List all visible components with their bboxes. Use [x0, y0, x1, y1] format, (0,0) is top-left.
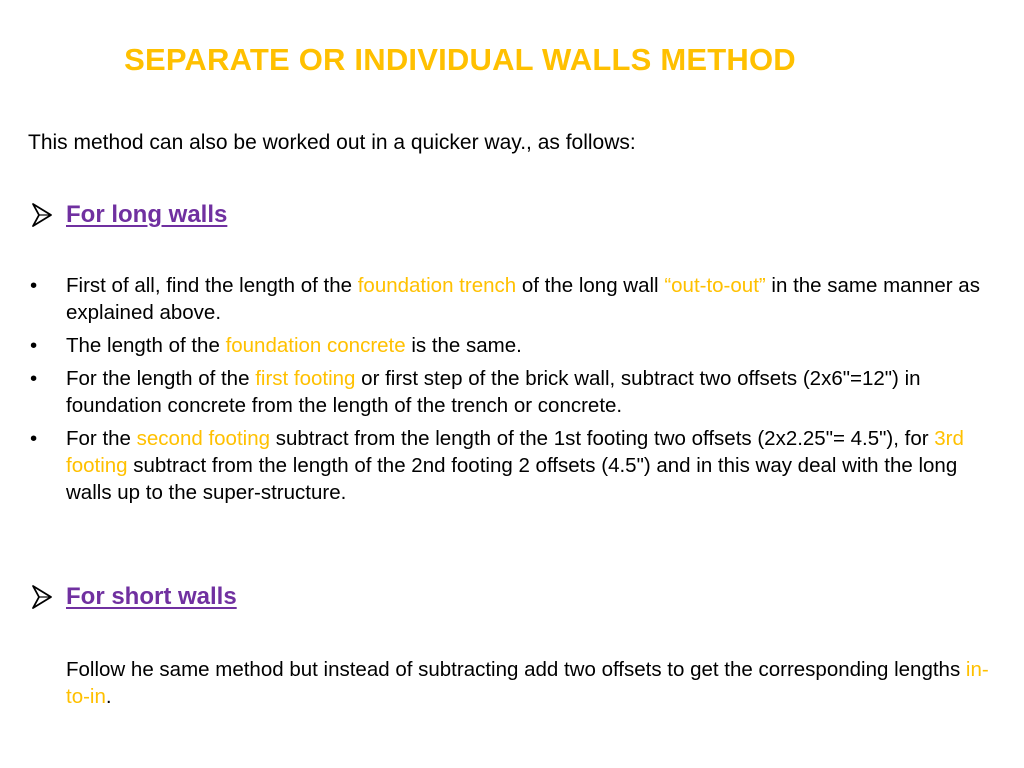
highlight-text: 3rd footing [66, 427, 964, 477]
bullet-text: For the [66, 427, 137, 450]
paragraph-text: . [105, 685, 112, 708]
long-walls-list [28, 272, 1008, 512]
bullet-text: First of all, find the length of the [66, 274, 358, 297]
highlight-text: foundation trench [357, 274, 517, 297]
heading-long-walls [30, 201, 227, 229]
highlight-text: foundation concrete [225, 334, 406, 357]
bullet-text: The length of the [66, 334, 226, 357]
intro-text: This method can also be worked out in a quicker way., as follows: [28, 131, 636, 154]
highlight-text: second footing [136, 427, 270, 450]
bullet-text: in the same manner as explained above. [66, 274, 980, 324]
heading-long-walls-label: For long walls [66, 201, 228, 228]
arrow-bullet-icon [30, 584, 54, 610]
bullet-text: is the same. [405, 334, 522, 357]
highlight-text: first footing [255, 367, 356, 390]
short-walls-text [66, 656, 1006, 710]
list-item [28, 425, 1008, 506]
slide-title: SEPARATE OR INDIVIDUAL WALLS METHOD [124, 42, 796, 77]
heading-short-walls [30, 583, 237, 611]
bullet-dot: • [30, 367, 38, 390]
bullet-text: or first step of the brick wall, subtract two offsets (2x6"=12") in foundation concrete from the length of the trench or concrete. [66, 367, 921, 417]
arrow-bullet-icon [30, 202, 54, 228]
bullet-text: subtract from the length of the 1st footing two offsets (2x2.25"= 4.5"), for [270, 427, 935, 450]
bullet-dot: • [30, 427, 38, 450]
highlight-text: in-to-in [66, 658, 989, 708]
bullet-text: subtract from the length of the 2nd footing 2 offsets (4.5") and in this way deal with the long walls up to the super-structure. [66, 454, 958, 504]
bullet-dot: • [30, 274, 38, 297]
list-item [28, 365, 1008, 419]
list-item [28, 272, 1008, 326]
heading-short-walls-label: For short walls [66, 583, 237, 610]
paragraph-text: Follow he same method but instead of subtracting add two offsets to get the corresponding lengths [66, 658, 966, 681]
bullet-text: For the length of the [66, 367, 256, 390]
highlight-text: “out-to-out” [664, 274, 766, 297]
list-item [28, 332, 1008, 359]
bullet-text: of the long wall [516, 274, 665, 297]
bullet-dot: • [30, 334, 38, 357]
